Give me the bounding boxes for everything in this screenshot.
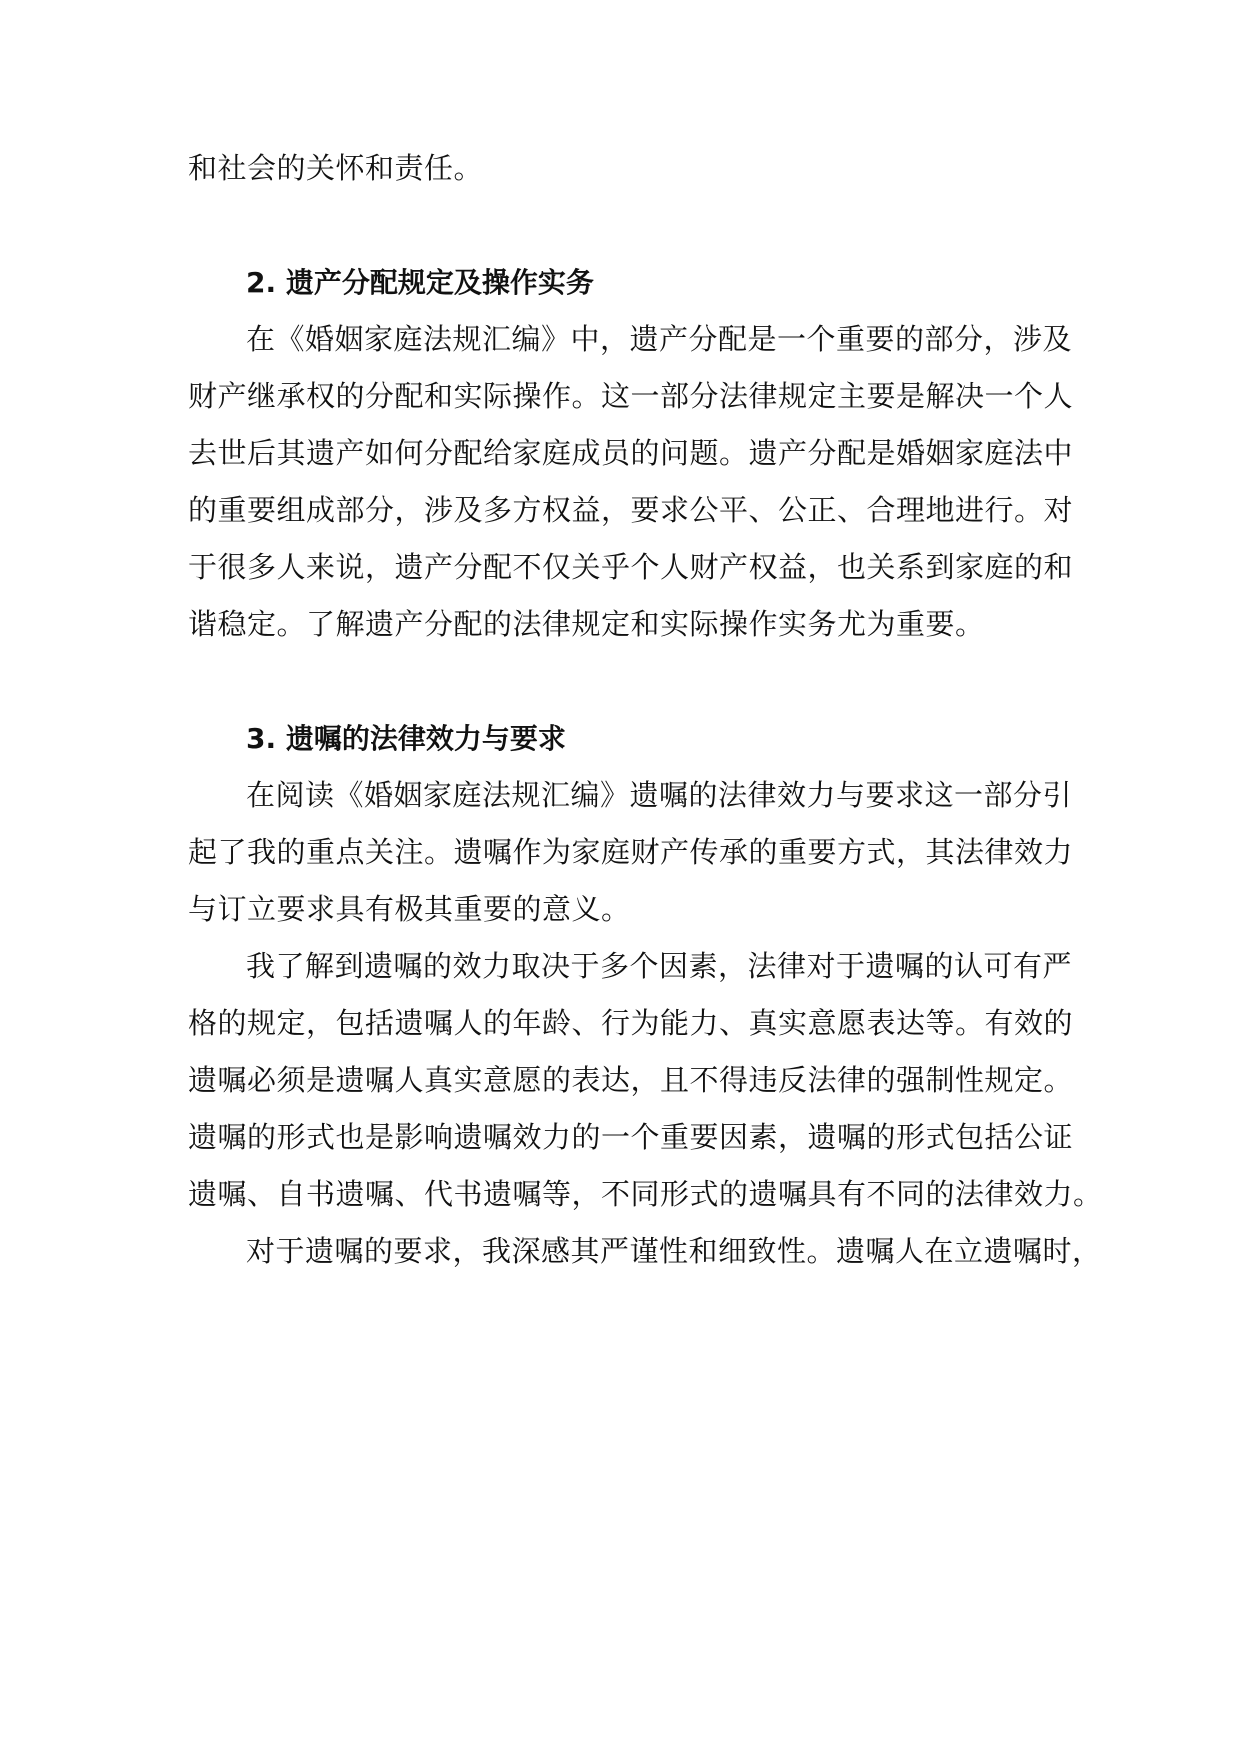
paragraph-line: 格的规定，包括遗嘱人的年龄、行为能力、真实意愿表达等。有效的 bbox=[188, 1006, 1074, 1040]
paragraph bbox=[188, 767, 1074, 938]
paragraph-line: 和社会的关怀和责任。 bbox=[188, 151, 484, 185]
paragraph-line: 的重要组成部分，涉及多方权益，要求公平、公正、合理地进行。对 bbox=[188, 493, 1074, 527]
paragraph-line: 谐稳定。了解遗产分配的法律规定和实际操作实务尤为重要。 bbox=[188, 607, 985, 641]
section-heading-2: 2. 遗产分配规定及操作实务 bbox=[246, 266, 594, 299]
paragraph-line: 与订立要求具有极其重要的意义。 bbox=[188, 892, 631, 926]
document-body bbox=[188, 140, 1103, 1280]
paragraph-line: 遗嘱必须是遗嘱人真实意愿的表达，且不得违反法律的强制性规定。 bbox=[188, 1063, 1074, 1097]
paragraph bbox=[188, 311, 1074, 653]
paragraph-line: 于很多人来说，遗产分配不仅关乎个人财产权益，也关系到家庭的和 bbox=[188, 550, 1074, 584]
spacer bbox=[188, 653, 1056, 710]
paragraph-line: 对于遗嘱的要求，我深感其严谨性和细致性。遗嘱人在立遗嘱时， bbox=[246, 1234, 1102, 1268]
paragraph-line: 在《婚姻家庭法规汇编》中，遗产分配是一个重要的部分，涉及 bbox=[246, 322, 1073, 356]
paragraph-line: 我了解到遗嘱的效力取决于多个因素，法律对于遗嘱的认可有严 bbox=[246, 949, 1073, 983]
paragraph bbox=[188, 938, 1103, 1223]
paragraph-line: 去世后其遗产如何分配给家庭成员的问题。遗产分配是婚姻家庭法中 bbox=[188, 436, 1074, 470]
paragraph-line: 财产继承权的分配和实际操作。这一部分法律规定主要是解决一个人 bbox=[188, 379, 1074, 413]
paragraph bbox=[188, 1223, 1102, 1280]
paragraph-line: 遗嘱的形式也是影响遗嘱效力的一个重要因素，遗嘱的形式包括公证 bbox=[188, 1120, 1074, 1154]
section-heading-3: 3. 遗嘱的法律效力与要求 bbox=[246, 722, 566, 755]
paragraph-line: 在阅读《婚姻家庭法规汇编》遗嘱的法律效力与要求这一部分引 bbox=[246, 778, 1073, 812]
spacer bbox=[188, 197, 1056, 254]
paragraph-line: 遗嘱、自书遗嘱、代书遗嘱等，不同形式的遗嘱具有不同的法律效力。 bbox=[188, 1177, 1103, 1211]
paragraph-line: 起了我的重点关注。遗嘱作为家庭财产传承的重要方式，其法律效力 bbox=[188, 835, 1074, 869]
